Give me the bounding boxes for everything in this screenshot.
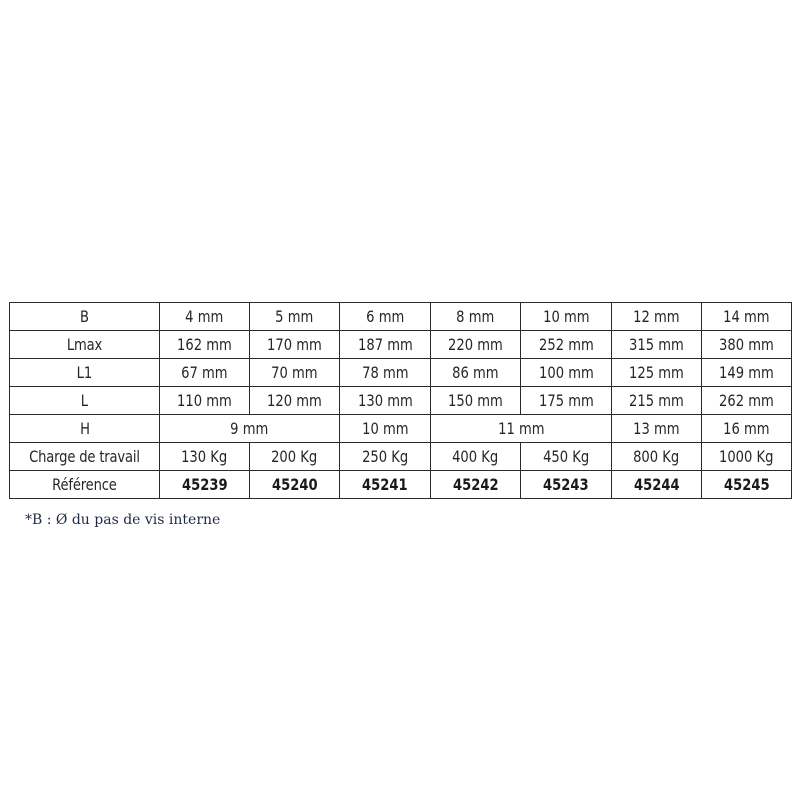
cell-value: 200 Kg [271,447,318,466]
cell-value: 14 mm [723,307,770,326]
row-label [10,443,160,471]
table-cell [340,387,431,415]
cell-value: 86 mm [452,363,499,382]
cell-value: 9 mm [230,419,269,438]
cell-value: 4 mm [185,307,224,326]
cell-value: 12 mm [633,307,680,326]
cell-value: 45239 [181,475,228,494]
table-cell [160,331,250,359]
table-cell [431,359,521,387]
table-row [10,359,792,387]
cell-value: 262 mm [719,391,774,410]
table-cell [250,387,340,415]
cell-value: 130 Kg [181,447,228,466]
spec-table [9,302,792,499]
table-row [10,471,792,499]
table-cell [702,359,792,387]
row-label [10,471,160,499]
cell-value: 70 mm [271,363,318,382]
cell-value: 6 mm [365,307,405,326]
table-cell [521,443,612,471]
table-cell [521,359,612,387]
cell-value: 45243 [543,475,589,494]
row-label [10,359,160,387]
reference-cell [340,471,431,499]
cell-value: 187 mm [357,335,413,354]
cell-value: 78 mm [361,363,409,382]
cell-value: 10 mm [542,307,590,326]
row-label [10,415,160,443]
row-label-text: Lmax [66,335,103,354]
row-label-text: Charge de travail [29,447,140,466]
table-row [10,303,792,331]
table-cell [702,443,792,471]
cell-value: 45240 [271,475,318,494]
table-cell [250,331,340,359]
table-row [10,415,792,443]
cell-value: 130 mm [357,391,413,410]
cell-value: 100 mm [538,363,594,382]
table-cell [431,331,521,359]
row-label [10,303,160,331]
table-row [10,443,792,471]
cell-value: 45241 [362,475,408,494]
table-row [10,387,792,415]
table-cell [702,387,792,415]
cell-value: 175 mm [538,391,594,410]
cell-value: 10 mm [361,419,409,438]
reference-cell [160,471,250,499]
cell-value: 45244 [633,475,680,494]
table-cell [250,303,340,331]
row-label [10,387,160,415]
row-label-text: Référence [52,475,117,494]
reference-cell [431,471,521,499]
row-label-text: L1 [76,363,93,382]
table-cell [431,443,521,471]
table-cell [431,303,521,331]
table-cell [340,443,431,471]
cell-value: 125 mm [629,363,684,382]
table-cell [521,331,612,359]
cell-value: 215 mm [629,391,684,410]
table-cell [612,387,702,415]
cell-value: 5 mm [275,307,314,326]
table-cell [431,415,612,443]
table-row [10,331,792,359]
cell-value: 252 mm [538,335,594,354]
cell-value: 67 mm [181,363,228,382]
reference-cell [702,471,792,499]
cell-value: 149 mm [719,363,774,382]
table-cell [612,443,702,471]
table-cell [160,359,250,387]
cell-value: 220 mm [448,335,503,354]
cell-value: 250 Kg [361,447,409,466]
row-label-text: L [80,391,89,410]
cell-value: 162 mm [177,335,232,354]
table-cell [612,303,702,331]
table-cell [340,359,431,387]
cell-value: 8 mm [456,307,495,326]
footnote: *B : Ø du pas de vis interne [25,512,221,528]
table-cell [702,303,792,331]
cell-value: 170 mm [267,335,322,354]
cell-value: 110 mm [177,391,232,410]
reference-cell [521,471,612,499]
cell-value: 45245 [723,475,770,494]
table-cell [612,331,702,359]
table-cell [160,387,250,415]
row-label-text: H [79,419,90,438]
cell-value: 800 Kg [633,447,680,466]
cell-value: 45242 [452,475,499,494]
cell-value: 315 mm [629,335,684,354]
table-cell [160,303,250,331]
table-cell [612,359,702,387]
table-cell [612,415,702,443]
table-cell [250,359,340,387]
cell-value: 150 mm [448,391,503,410]
table-cell [431,387,521,415]
cell-value: 450 Kg [542,447,590,466]
cell-value: 1000 Kg [719,447,774,466]
cell-value: 13 mm [633,419,680,438]
table-cell [160,415,340,443]
table-cell [340,331,431,359]
table-cell [521,303,612,331]
spec-table-body [10,303,792,499]
row-label [10,331,160,359]
reference-cell [250,471,340,499]
table-cell [340,415,431,443]
reference-cell [612,471,702,499]
cell-value: 400 Kg [452,447,499,466]
table-cell [702,331,792,359]
table-cell [250,443,340,471]
cell-value: 11 mm [497,419,545,438]
table-cell [340,303,431,331]
cell-value: 16 mm [723,419,770,438]
table-cell [160,443,250,471]
row-label-text: B [80,307,89,326]
table-cell [521,387,612,415]
cell-value: 380 mm [719,335,774,354]
table-cell [702,415,792,443]
cell-value: 120 mm [267,391,322,410]
